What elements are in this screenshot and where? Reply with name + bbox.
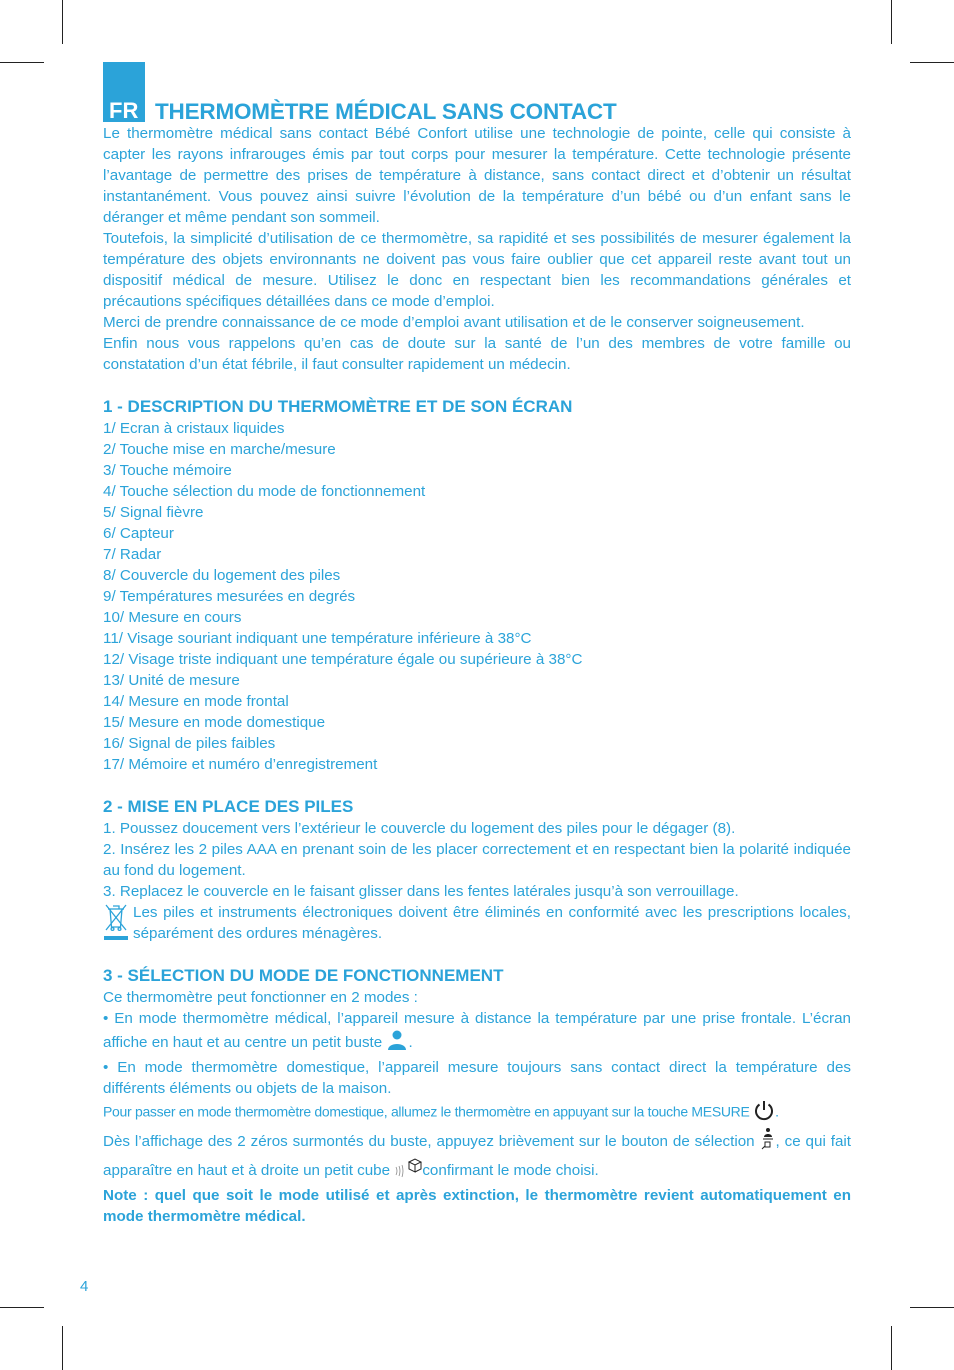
instruction-text: Pour passer en mode thermomètre domestique, allumez le thermomètre en appuyant sur la touche MESURE (103, 1103, 750, 1120)
disposal-notice (103, 902, 851, 944)
power-icon (753, 1099, 775, 1127)
list-item: 17/ Mémoire et numéro d’enregistrement (103, 756, 378, 773)
selection-text-cont: , ce qui fait apparaître en haut et à droite un petit cube (103, 1133, 851, 1180)
description-list (103, 418, 851, 775)
list-item: 16/ Signal de piles faibles (103, 735, 276, 752)
list-item: 3/ Touche mémoire (103, 462, 232, 479)
list-item: 6/ Capteur (103, 525, 174, 542)
medical-mode-end: . (408, 1034, 413, 1052)
weee-bin-icon (103, 903, 129, 947)
page-content (103, 62, 851, 1227)
list-item: 10/ Mesure en cours (103, 609, 242, 626)
crop-mark (891, 1326, 892, 1370)
selection-text-end: confirmant le mode choisi. (422, 1162, 599, 1180)
intro-paragraph: Le thermomètre médical sans contact Bébé Confort utilise une technologie de pointe, celle qui consiste à capter les rayons infrarouges émis par tout corps pour mesurer la température. Cette technologie présente l’avantage de permettre des prises de température à distance, sans contact direct et d’obtenir un résultat instantanément. Vous pouvez ainsi suivre l’évolution de la température d’un bébé ou d’un enfant sans le déranger et même pendant son sommeil. (103, 125, 851, 226)
list-item: 2/ Touche mise en marche/mesure (103, 441, 336, 458)
selection-text: Dès l’affichage des 2 zéros surmontés du buste, appuyez brièvement sur le bouton de sélection (103, 1133, 755, 1151)
battery-step: 1. Poussez doucement vers l’extérieur le couvercle du logement des piles pour le dégager (8). (103, 820, 736, 837)
list-item: 4/ Touche sélection du mode de fonctionnement (103, 483, 426, 500)
section-title: 2 - MISE EN PLACE DES PILES (103, 797, 354, 816)
modes-intro: Ce thermomètre peut fonctionner en 2 modes : (103, 989, 418, 1006)
domestic-mode-instruction (103, 1099, 851, 1127)
section-title: 1 - DESCRIPTION DU THERMOMÈTRE ET DE SON ÉCRAN (103, 397, 573, 416)
language-tag (103, 62, 145, 122)
note: Note : quel que soit le mode utilisé et après extinction, le thermomètre revient automatiquement en mode thermomètre médical. (103, 1187, 851, 1225)
medical-mode-text (103, 1008, 851, 1057)
page-number: 4 (80, 1278, 89, 1295)
crop-mark (891, 0, 892, 44)
intro-paragraph: Merci de prendre connaissance de ce mode d’emploi avant utilisation et de le conserver soigneusement. (103, 314, 805, 331)
title-row (103, 62, 851, 123)
list-item: 9/ Températures mesurées en degrés (103, 588, 356, 605)
bust-icon (386, 1029, 408, 1057)
list-item: 14/ Mesure en mode frontal (103, 693, 289, 710)
cube-icon (394, 1157, 422, 1185)
medical-mode-label: • En mode thermomètre médical, l’appareil mesure à distance la température par une prise frontale. L’écran affiche en haut et au centre un petit buste (103, 1010, 851, 1052)
page-title: THERMOMÈTRE MÉDICAL SANS CONTACT (155, 99, 617, 124)
crop-mark (62, 1326, 63, 1370)
language-tag-label: FR (109, 98, 139, 123)
list-item: 1/ Ecran à cristaux liquides (103, 420, 285, 437)
list-item: 15/ Mesure en mode domestique (103, 714, 326, 731)
battery-step: 2. Insérez les 2 piles AAA en prenant soin de les placer correctement et en respectant bien la polarité indiquée au fond du logement. (103, 841, 851, 879)
crop-mark (0, 1307, 44, 1308)
crop-mark (910, 1307, 954, 1308)
list-item: 8/ Couvercle du logement des piles (103, 567, 341, 584)
section-title: 3 - SÉLECTION DU MODE DE FONCTIONNEMENT (103, 966, 504, 985)
selection-instruction (103, 1127, 851, 1185)
list-item: 11/ Visage souriant indiquant une température inférieure à 38°C (103, 630, 532, 647)
intro-paragraph: Toutefois, la simplicité d’utilisation de ce thermomètre, sa rapidité et ses possibilités de mesurer également la température des objets environnants ne doivent pas vous faire oublier que cet appareil reste avant tout un dispositif médical de mesure. Utilisez le donc en respectant bien les recommandations générales et précautions spécifiques détaillées dans ce mode d’emploi. (103, 230, 851, 310)
intro-paragraph: Enfin nous vous rappelons qu’en cas de doute sur la santé de l’un des membres de votre famille ou constatation d’un état fébrile, il faut consulter rapidement un médecin. (103, 335, 851, 373)
disposal-text: Les piles et instruments électroniques doivent être éliminés en conformité avec les prescriptions locales, séparément des ordures ménagères. (133, 904, 851, 942)
domestic-mode-text: • En mode thermomètre domestique, l’appareil mesure toujours sans contact direct la température des différents éléments ou objets de la maison. (103, 1059, 851, 1097)
list-item: 5/ Signal fièvre (103, 504, 204, 521)
battery-step: 3. Replacez le couvercle en le faisant glisser dans les fentes latérales jusqu’à son verrouillage. (103, 883, 739, 900)
mode-select-icon (760, 1127, 776, 1157)
crop-mark (62, 0, 63, 44)
list-item: 13/ Unité de mesure (103, 672, 240, 689)
crop-mark (910, 62, 954, 63)
instruction-end: . (775, 1103, 779, 1120)
list-item: 7/ Radar (103, 546, 162, 563)
list-item: 12/ Visage triste indiquant une température égale ou supérieure à 38°C (103, 651, 583, 668)
crop-mark (0, 62, 44, 63)
